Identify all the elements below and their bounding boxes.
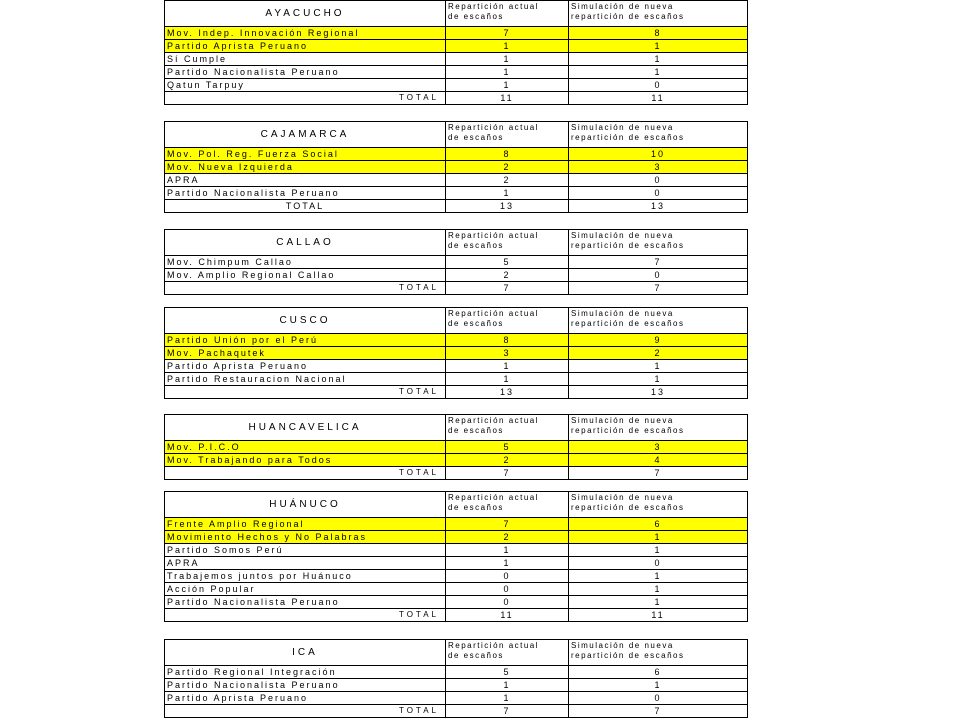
region-table-cajamarca (164, 121, 748, 213)
col-header-simulation (569, 640, 748, 666)
party-name: Partido Nacionalista Peruano (165, 596, 446, 609)
col-header-simulation-line2: repartición de escaños (571, 133, 685, 142)
col-header-actual (446, 308, 569, 334)
seats-actual: 5 (446, 666, 569, 679)
seats-actual: 8 (446, 334, 569, 347)
region-name: HUANCAVELICA (165, 415, 446, 441)
total-actual: 11 (446, 92, 569, 105)
party-name: Trabajemos juntos por Huánuco (165, 570, 446, 583)
table-row (165, 531, 748, 544)
seats-actual: 1 (446, 79, 569, 92)
col-header-simulation-line1: Simulación de nueva (571, 309, 674, 318)
table-row (165, 334, 748, 347)
seats-actual: 7 (446, 518, 569, 531)
seats-simulation: 0 (569, 269, 748, 282)
table-row (165, 544, 748, 557)
seats-actual: 0 (446, 583, 569, 596)
total-label: TOTAL (165, 386, 446, 399)
party-name: Qatun Tarpuy (165, 79, 446, 92)
region-name: ICA (165, 640, 446, 666)
total-row (165, 92, 748, 105)
col-header-simulation (569, 122, 748, 148)
total-simulation: 7 (569, 282, 748, 295)
table-header-row (165, 122, 748, 148)
party-name: Mov. Indep. Innovación Regional (165, 27, 446, 40)
party-name: Sí Cumple (165, 53, 446, 66)
seats-actual: 2 (446, 531, 569, 544)
total-row (165, 467, 748, 480)
party-name: Mov. Nueva Izquierda (165, 161, 446, 174)
total-simulation: 7 (569, 467, 748, 480)
table-row (165, 148, 748, 161)
seats-actual: 1 (446, 557, 569, 570)
table-header-row (165, 415, 748, 441)
total-simulation: 13 (569, 386, 748, 399)
party-name: APRA (165, 174, 446, 187)
col-header-actual-line2: de escaños (448, 426, 504, 435)
seats-simulation: 1 (569, 66, 748, 79)
party-name: Partido Nacionalista Peruano (165, 679, 446, 692)
seats-actual: 1 (446, 679, 569, 692)
table-row (165, 269, 748, 282)
total-row (165, 200, 748, 213)
seats-actual: 1 (446, 360, 569, 373)
party-name: Mov. P.I.C.O (165, 441, 446, 454)
col-header-simulation-line2: repartición de escaños (571, 503, 685, 512)
total-row (165, 609, 748, 622)
col-header-simulation-line2: repartición de escaños (571, 241, 685, 250)
col-header-simulation-line1: Simulación de nueva (571, 641, 674, 650)
table-row (165, 596, 748, 609)
seats-simulation: 1 (569, 531, 748, 544)
party-name: Mov. Pachaqutek (165, 347, 446, 360)
seats-simulation: 1 (569, 53, 748, 66)
col-header-simulation-line2: repartición de escaños (571, 426, 685, 435)
table-header-row (165, 640, 748, 666)
col-header-simulation-line1: Simulación de nueva (571, 416, 674, 425)
seats-actual: 1 (446, 187, 569, 200)
table-row (165, 570, 748, 583)
region-name: CUSCO (165, 308, 446, 334)
region-table-callao (164, 229, 748, 295)
col-header-actual (446, 122, 569, 148)
seats-simulation: 0 (569, 174, 748, 187)
seats-simulation: 9 (569, 334, 748, 347)
table-row (165, 187, 748, 200)
col-header-simulation-line2: repartición de escaños (571, 651, 685, 660)
seats-simulation: 1 (569, 596, 748, 609)
col-header-simulation-line1: Simulación de nueva (571, 231, 674, 240)
total-simulation: 7 (569, 705, 748, 718)
col-header-simulation-line2: repartición de escaños (571, 12, 685, 21)
seats-actual: 3 (446, 347, 569, 360)
seats-simulation: 0 (569, 557, 748, 570)
table-row (165, 174, 748, 187)
total-actual: 7 (446, 705, 569, 718)
region-name: HUÁNUCO (165, 492, 446, 518)
col-header-actual-line1: Repartición actual (448, 641, 540, 650)
total-label: TOTAL (165, 282, 446, 295)
total-label: TOTAL (165, 92, 446, 105)
col-header-actual-line1: Repartición actual (448, 231, 540, 240)
table-row (165, 40, 748, 53)
seats-simulation: 1 (569, 570, 748, 583)
seats-actual: 2 (446, 269, 569, 282)
total-actual: 13 (446, 200, 569, 213)
party-name: Partido Somos Perú (165, 544, 446, 557)
total-label: TOTAL (165, 467, 446, 480)
seats-simulation: 1 (569, 40, 748, 53)
region-name: AYACUCHO (165, 1, 446, 27)
col-header-actual-line1: Repartición actual (448, 123, 540, 132)
party-name: APRA (165, 557, 446, 570)
total-simulation: 11 (569, 609, 748, 622)
col-header-simulation-line2: repartición de escaños (571, 319, 685, 328)
table-row (165, 583, 748, 596)
total-row (165, 282, 748, 295)
seats-actual: 0 (446, 596, 569, 609)
seats-actual: 1 (446, 544, 569, 557)
total-row (165, 386, 748, 399)
total-label: TOTAL (165, 705, 446, 718)
col-header-actual-line2: de escaños (448, 241, 504, 250)
col-header-actual-line1: Repartición actual (448, 2, 540, 11)
col-header-actual (446, 415, 569, 441)
party-name: Mov. Chimpum Callao (165, 256, 446, 269)
col-header-actual (446, 492, 569, 518)
total-actual: 11 (446, 609, 569, 622)
party-name: Partido Regional Integración (165, 666, 446, 679)
col-header-actual-line2: de escaños (448, 12, 504, 21)
table-header-row (165, 492, 748, 518)
col-header-actual-line2: de escaños (448, 651, 504, 660)
seats-simulation: 1 (569, 583, 748, 596)
seats-actual: 1 (446, 53, 569, 66)
seats-actual: 7 (446, 27, 569, 40)
party-name: Acción Popular (165, 583, 446, 596)
seats-actual: 1 (446, 373, 569, 386)
col-header-simulation (569, 230, 748, 256)
table-row (165, 347, 748, 360)
region-name: CALLAO (165, 230, 446, 256)
region-table-huancavelica (164, 414, 748, 480)
table-row (165, 360, 748, 373)
col-header-actual-line2: de escaños (448, 503, 504, 512)
table-row (165, 79, 748, 92)
table-row (165, 441, 748, 454)
col-header-simulation (569, 1, 748, 27)
seats-simulation: 10 (569, 148, 748, 161)
seats-simulation: 0 (569, 187, 748, 200)
table-row (165, 66, 748, 79)
seats-actual: 8 (446, 148, 569, 161)
table-row (165, 454, 748, 467)
seats-actual: 2 (446, 174, 569, 187)
seats-simulation: 6 (569, 518, 748, 531)
region-table-huanuco (164, 491, 748, 622)
seats-simulation: 4 (569, 454, 748, 467)
party-name: Partido Aprista Peruano (165, 692, 446, 705)
party-name: Mov. Amplio Regional Callao (165, 269, 446, 282)
party-name: Partido Unión por el Perú (165, 334, 446, 347)
seats-simulation: 1 (569, 360, 748, 373)
col-header-actual-line2: de escaños (448, 133, 504, 142)
seats-simulation: 0 (569, 79, 748, 92)
party-name: Partido Aprista Peruano (165, 40, 446, 53)
col-header-actual (446, 230, 569, 256)
col-header-actual-line2: de escaños (448, 319, 504, 328)
party-name: Partido Nacionalista Peruano (165, 66, 446, 79)
party-name: Mov. Trabajando para Todos (165, 454, 446, 467)
col-header-simulation (569, 308, 748, 334)
seats-simulation: 1 (569, 679, 748, 692)
total-actual: 7 (446, 467, 569, 480)
table-row (165, 692, 748, 705)
table-header-row (165, 1, 748, 27)
table-header-row (165, 308, 748, 334)
seats-actual: 1 (446, 692, 569, 705)
col-header-actual-line1: Repartición actual (448, 493, 540, 502)
seats-actual: 5 (446, 441, 569, 454)
region-table-ayacucho (164, 0, 748, 105)
col-header-simulation-line1: Simulación de nueva (571, 123, 674, 132)
party-name: Partido Aprista Peruano (165, 360, 446, 373)
region-table-ica (164, 639, 748, 718)
table-row (165, 256, 748, 269)
total-simulation: 11 (569, 92, 748, 105)
table-row (165, 557, 748, 570)
region-name: CAJAMARCA (165, 122, 446, 148)
table-row (165, 666, 748, 679)
seats-simulation: 7 (569, 256, 748, 269)
col-header-actual-line1: Repartición actual (448, 309, 540, 318)
seats-simulation: 2 (569, 347, 748, 360)
total-actual: 13 (446, 386, 569, 399)
col-header-actual-line1: Repartición actual (448, 416, 540, 425)
party-name: Mov. Pol. Reg. Fuerza Social (165, 148, 446, 161)
total-row (165, 705, 748, 718)
seats-simulation: 1 (569, 373, 748, 386)
table-row (165, 53, 748, 66)
seats-simulation: 3 (569, 441, 748, 454)
party-name: Partido Nacionalista Peruano (165, 187, 446, 200)
seats-actual: 5 (446, 256, 569, 269)
table-row (165, 27, 748, 40)
total-label: TOTAL (165, 200, 446, 213)
party-name: Frente Amplio Regional (165, 518, 446, 531)
table-row (165, 161, 748, 174)
col-header-simulation (569, 492, 748, 518)
party-name: Movimiento Hechos y No Palabras (165, 531, 446, 544)
seats-simulation: 3 (569, 161, 748, 174)
seats-actual: 0 (446, 570, 569, 583)
seats-simulation: 6 (569, 666, 748, 679)
col-header-actual (446, 640, 569, 666)
region-table-cusco (164, 307, 748, 399)
table-header-row (165, 230, 748, 256)
table-row (165, 373, 748, 386)
col-header-simulation-line1: Simulación de nueva (571, 493, 674, 502)
table-row (165, 518, 748, 531)
seats-actual: 1 (446, 66, 569, 79)
seats-actual: 2 (446, 161, 569, 174)
total-actual: 7 (446, 282, 569, 295)
seats-actual: 1 (446, 40, 569, 53)
seats-simulation: 0 (569, 692, 748, 705)
col-header-simulation-line1: Simulación de nueva (571, 2, 674, 11)
col-header-actual (446, 1, 569, 27)
total-simulation: 13 (569, 200, 748, 213)
seats-simulation: 8 (569, 27, 748, 40)
table-row (165, 679, 748, 692)
seats-simulation: 1 (569, 544, 748, 557)
total-label: TOTAL (165, 609, 446, 622)
seats-actual: 2 (446, 454, 569, 467)
party-name: Partido Restauracion Nacional (165, 373, 446, 386)
col-header-simulation (569, 415, 748, 441)
